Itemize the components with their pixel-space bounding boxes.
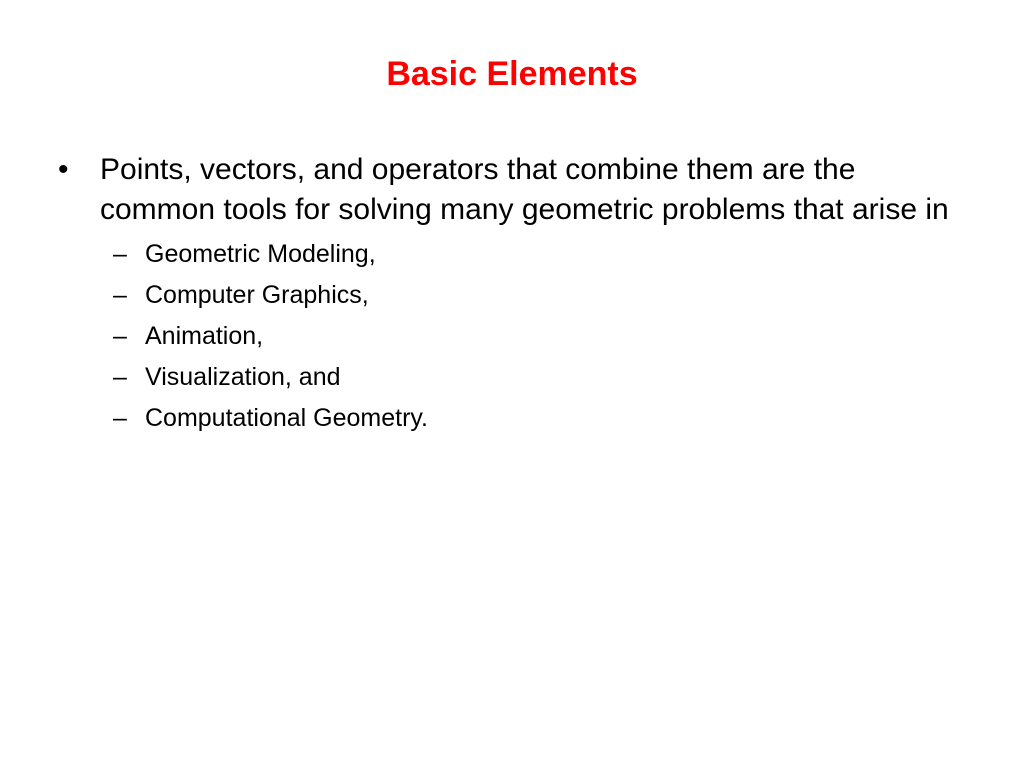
sub-marker: – [113, 363, 127, 391]
sub-item-visualization: Visualization, and [145, 363, 341, 391]
bullet-marker: • [58, 153, 69, 186]
sub-list [58, 238, 978, 443]
sub-marker: – [113, 404, 127, 432]
bullet-block [58, 150, 978, 443]
sub-list-item [113, 402, 978, 443]
sub-item-geometric-modeling: Geometric Modeling, [145, 240, 376, 268]
bullet-text: Points, vectors, and operators that combine them are the common tools for solving many geometric problems that arise in [100, 153, 949, 226]
sub-marker: – [113, 240, 127, 268]
bullet-item [58, 150, 978, 230]
sub-item-animation: Animation, [145, 322, 264, 350]
sub-marker: – [113, 281, 127, 309]
slide-title: Basic Elements [386, 55, 638, 93]
sub-item-computer-graphics: Computer Graphics, [145, 281, 369, 309]
sub-list-item [113, 279, 978, 320]
sub-list-item [113, 320, 978, 361]
sub-list-item [113, 361, 978, 402]
sub-list-item [113, 238, 978, 279]
sub-marker: – [113, 322, 127, 350]
sub-item-computational-geometry: Computational Geometry. [145, 404, 428, 432]
